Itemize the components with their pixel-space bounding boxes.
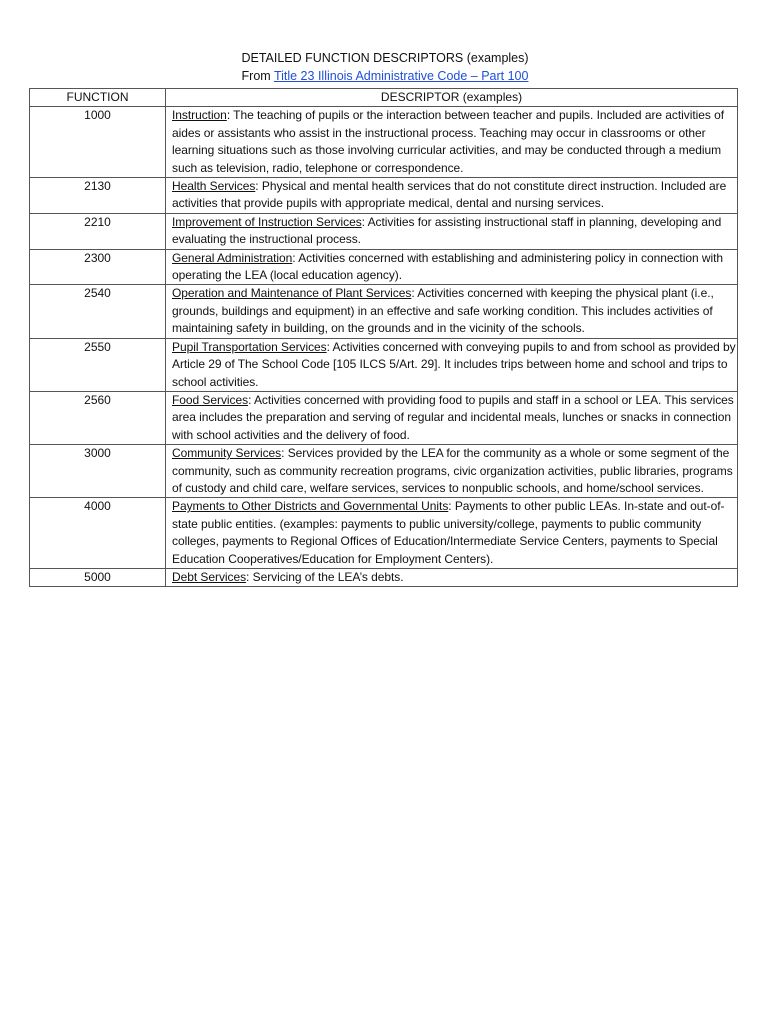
function-code: 2540 [30,285,166,338]
source-link[interactable]: Title 23 Illinois Administrative Code – Part 100 [273,69,529,83]
descriptor-term: Operation and Maintenance of Plant Services [172,286,412,301]
table-row [30,568,738,586]
function-code: 1000 [30,107,166,178]
descriptor-text: : Activities concerned with providing food to pupils and staff in a school or LEA. This services area includes the preparation and serving of regular and incidental meals, lunches or snacks in connection with school activities and the delivery of food. [172,392,734,442]
subtitle-prefix: From [241,69,274,83]
descriptor [166,568,738,586]
descriptor [166,338,738,391]
descriptor-term: Pupil Transportation Services [172,339,327,354]
descriptor [166,178,738,214]
descriptor-text: : The teaching of pupils or the interaction between teacher and pupils. Included are activities of aides or assistants who assist in the instructional process. Teaching may occur in classrooms or other learning situations such as those involving curricular activities, and may be conducted through a medium such as television, radio, telephone or correspondence. [172,108,725,175]
descriptor-text: : Services provided by the LEA for the community as a whole or some segment of the community, such as community recreation programs, civic organization activities, public libraries, programs of custody and child care, welfare services, services to nonpublic schools, and home/school services. [172,446,733,495]
descriptor [166,445,738,498]
descriptor [166,249,738,285]
descriptor [166,213,738,249]
descriptor [166,391,738,444]
table-row [30,391,738,444]
document-title: DETAILED FUNCTION DESCRIPTORS (examples) [241,51,529,65]
table-header-row [30,89,738,107]
descriptor-text: : Payments to other public LEAs. In-state and out-of-state public entities. (examples: payments to public university/college, payments to public community colleges, payments to Regional Offices of Education/Intermediate Service Centers, payments to Special Education Cooperatives/Education for Employment Centers). [172,499,725,566]
function-code: 5000 [30,568,166,586]
function-code: 3000 [30,445,166,498]
descriptor-text: : Activities concerned with establishing and administering policy in connection with operating the LEA (local education agency). [172,250,723,283]
table-row [30,338,738,391]
document-subtitle [0,67,770,85]
table-row [30,498,738,569]
table-row [30,445,738,498]
descriptor-text: : Servicing of the LEA’s debts. [246,569,404,584]
table-row [30,213,738,249]
function-code: 2210 [30,213,166,249]
descriptor-term: Instruction [172,108,227,123]
descriptor-term: Improvement of Instruction Services [172,214,362,229]
descriptor [166,285,738,338]
header-descriptor: DESCRIPTOR (examples) [166,89,738,107]
descriptor-term: Health Services [172,179,256,194]
descriptor-text: : Activities concerned with conveying pupils to and from school as provided by Article 29 of The School Code [105 ILCS 5/Art. 29]. It includes trips between home and school and trips to school activities. [172,339,736,389]
header-function: FUNCTION [30,89,166,107]
descriptor-text: : Physical and mental health services that do not constitute direct instruction. Included are activities that provide pupils with appropriate medical, dental and nursing services. [172,179,727,211]
descriptor-text: : Activities concerned with keeping the physical plant (i.e., grounds, buildings and equipment) in an effective and safe working condition. This includes activities of maintaining safety in building, on the grounds and in the vicinity of the schools. [172,286,714,336]
function-code: 2130 [30,178,166,214]
descriptor-term: General Administration [172,250,293,265]
descriptor-text: : Activities for assisting instructional staff in planning, developing and evaluating the instructional process. [172,214,722,247]
descriptor-term: Payments to Other Districts and Governmental Units [172,499,449,514]
descriptor [166,107,738,178]
function-code: 2300 [30,249,166,285]
table-row [30,249,738,285]
function-code: 2550 [30,338,166,391]
descriptor [166,498,738,569]
function-code: 2560 [30,391,166,444]
descriptor-term: Debt Services [172,569,247,584]
function-descriptor-table [29,88,738,587]
descriptor-term: Community Services [172,446,282,461]
table-row [30,107,738,178]
function-code: 4000 [30,498,166,569]
descriptor-term: Food Services [172,392,249,407]
table-row [30,178,738,214]
table-row [30,285,738,338]
